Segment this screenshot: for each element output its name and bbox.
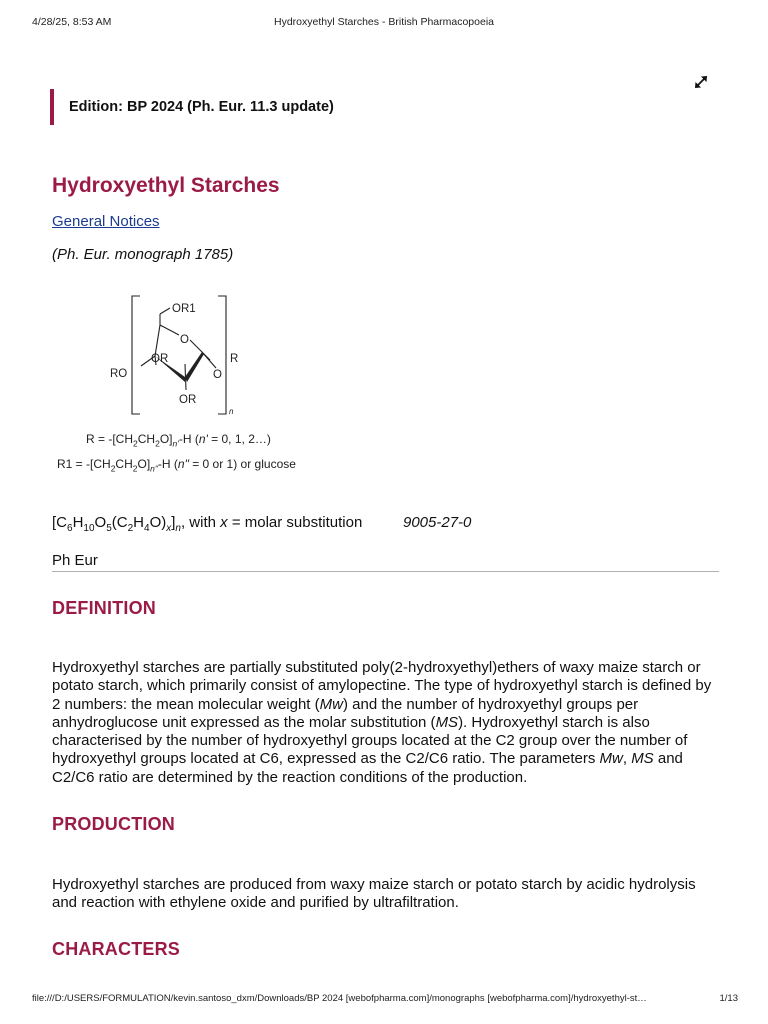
r-definition: $R = -[CH_2CH_2O]_{n'}-H$ (n' = 0, 1, 2…): [86, 432, 271, 449]
label-or1: OR1: [172, 303, 196, 315]
definition-heading: DEFINITION: [52, 598, 156, 618]
label-or-upper: OR: [151, 353, 169, 365]
print-footer: [0, 993, 768, 1007]
ph-eur-marker: Ph Eur: [52, 552, 98, 569]
print-file-url: file:///D:/USERS/FORMULATION/kevin.santoso_dxm/Downloads/BP 2024 [webofpharma.com]/monographs [webofpharma.com]/hydroxyethyl-st…: [32, 993, 647, 1004]
chemical-structure-diagram: [100, 292, 260, 417]
label-o-link: O: [213, 369, 222, 381]
molecular-formula: $[C_6H_{10}O_5(C_2H_4O)_x]_n$, with x = molar substitution: [52, 514, 363, 534]
definition-paragraph: Hydroxyethyl starches are partially substituted poly(2-hydroxyethyl)ethers of waxy maize starch or potato starch, which primarily consist of amylopectine. The type of hydroxyethyl starch is defined by 2 numbers: the mean molecular weight (Mw) and the number of hydroxyethyl groups per anhydroglucose unit expressed as the molar substitution (MS). Hydroxyethyl starch is also characterised by the number of hydroxyethyl groups located at the C2 group over the number of hydroxyethyl groups located at C6, expressed as the C2/C6 ratio. The parameters Mw, MS and C2/C6 ratio are determined by the reaction conditions of the production.: [52, 659, 712, 786]
label-or-lower: OR: [179, 394, 197, 406]
section-divider: [52, 571, 719, 572]
print-header: [0, 16, 768, 30]
label-ring-o: O: [180, 334, 189, 346]
general-notices-link[interactable]: General Notices: [52, 213, 160, 230]
cas-number: 9005-27-0: [403, 514, 472, 531]
wedge-bond: [185, 352, 204, 382]
edition-label: Edition: BP 2024 (Ph. Eur. 11.3 update): [69, 99, 334, 115]
production-heading: PRODUCTION: [52, 814, 175, 834]
monograph-reference: (Ph. Eur. monograph 1785): [52, 246, 234, 263]
label-ro: RO: [110, 368, 128, 380]
print-page-number: 1/13: [719, 993, 738, 1004]
print-doc-title: Hydroxyethyl Starches - British Pharmacopoeia: [273, 16, 494, 28]
label-r: R: [230, 353, 239, 365]
page-title: Hydroxyethyl Starches: [52, 174, 280, 197]
characters-heading: CHARACTERS: [52, 939, 180, 959]
edition-banner: [50, 89, 334, 125]
print-datetime: 4/28/25, 8:53 AM: [32, 16, 112, 28]
production-paragraph: Hydroxyethyl starches are produced from waxy maize starch or potato starch by acidic hydrolysis and reaction with ethylene oxide and purified by ultrafiltration.: [52, 876, 696, 912]
expand-arrows-icon[interactable]: [692, 73, 710, 91]
label-n: n: [229, 407, 234, 416]
r1-definition: $R1 = -[CH_2CH_2O]_{n"}-H$ (n" = 0 or 1) or glucose: [57, 457, 296, 474]
